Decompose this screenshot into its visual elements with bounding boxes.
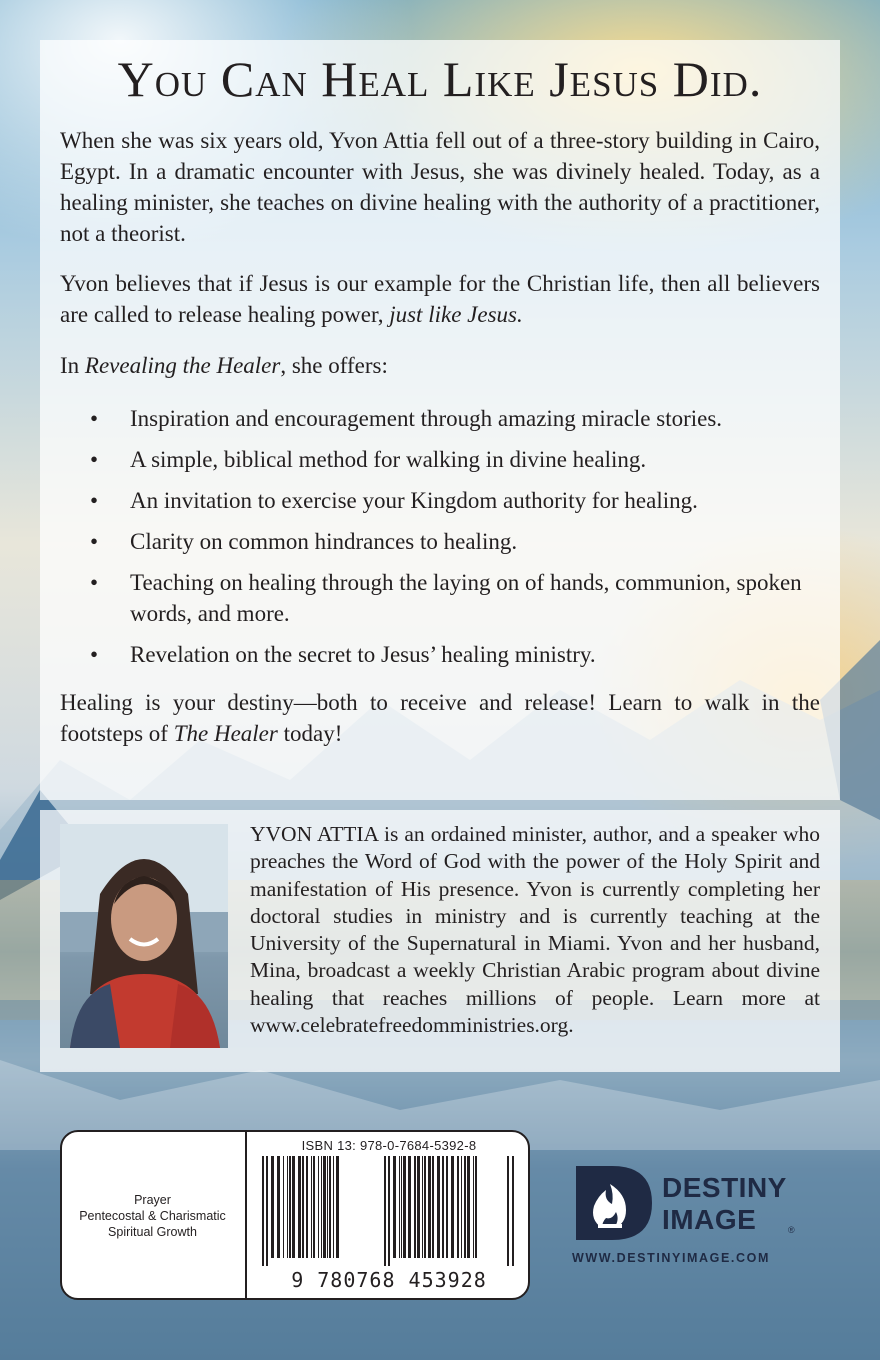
closing-emphasis: The Healer: [173, 721, 278, 746]
bullet-icon: •: [90, 447, 99, 472]
list-item: [60, 444, 820, 475]
publisher-name-line2: IMAGE: [662, 1204, 757, 1235]
offers-intro-prefix: In: [60, 353, 85, 378]
list-item-text: A simple, biblical method for walking in divine healing.: [130, 447, 647, 472]
closing-paragraph: [60, 687, 820, 749]
bullet-icon: •: [90, 406, 99, 431]
author-photo: [60, 824, 228, 1048]
list-item: [60, 526, 820, 557]
category-item: Prayer: [134, 1193, 171, 1207]
offers-intro-suffix: , she offers:: [280, 353, 388, 378]
category-item: Spiritual Growth: [108, 1225, 197, 1239]
list-item-text: Revelation on the secret to Jesus’ healing ministry.: [130, 642, 596, 667]
list-item-text: An invitation to exercise your Kingdom authority for healing.: [130, 488, 698, 513]
list-item-text: Teaching on healing through the laying on of hands, communion, spoken words, and more.: [130, 570, 802, 626]
isbn-label: ISBN 13: 978-0-7684-5392-8: [301, 1138, 477, 1153]
list-item: [60, 639, 820, 670]
author-name: YVON ATTIA: [250, 822, 378, 846]
list-item: [60, 403, 820, 434]
barcode-icon: [262, 1156, 516, 1266]
box-divider: [245, 1130, 247, 1300]
author-portrait-illustration: [60, 824, 228, 1048]
destiny-image-logo-icon: [572, 1164, 654, 1242]
headline: You Can Heal Like Jesus Did.: [117, 51, 763, 107]
offers-intro: [60, 350, 820, 381]
author-bio-text: is an ordained minister, author, and a speaker who preaches the Word of God with the power of the Holy Spirit and manifestation of His presence. Yvon is currently completing her doctoral studies in ministry and is currently teaching at the University of the Supernatural in Miami. Yvon and her husband, Mina, broadcast a weekly Christian Arabic program about divine healing that reaches millions of people. Learn more at www.celebratefreedomministries.org.: [250, 822, 820, 1038]
publisher-name: [662, 1172, 822, 1236]
category-item: Pentecostal & Charismatic: [79, 1209, 226, 1223]
publisher-name-line1: DESTINY: [662, 1172, 787, 1203]
author-bio: [250, 821, 820, 1039]
bullet-icon: •: [90, 642, 99, 667]
list-item: [60, 485, 820, 516]
bullet-icon: •: [90, 488, 99, 513]
bullet-icon: •: [90, 570, 99, 595]
intro-paragraph: When she was six years old, Yvon Attia fell out of a three-story building in Cairo, Egypt. In a dramatic encounter with Jesus, she was divinely healed. Today, as a healing minister, she teaches on divine healing with the authority of a practitioner, not a theorist.: [60, 128, 820, 246]
registered-mark: ®: [788, 1225, 795, 1235]
offers-list: [60, 403, 820, 680]
closing-text: Healing is your destiny—both to receive and release! Learn to walk in the footsteps of: [60, 690, 820, 746]
category-list: [60, 1192, 245, 1240]
belief-emphasis: just like Jesus.: [389, 302, 523, 327]
list-item: [60, 567, 820, 629]
belief-text: Yvon believes that if Jesus is our example for the Christian life, then all believers are called to release healing power,: [60, 271, 820, 327]
publisher-website: WWW.DESTINYIMAGE.COM: [572, 1251, 770, 1265]
barcode-digits: 9 780768 453928: [291, 1268, 487, 1292]
book-title: Revealing the Healer: [84, 353, 281, 378]
closing-suffix: today!: [277, 721, 343, 746]
bullet-icon: •: [90, 529, 99, 554]
belief-paragraph: [60, 268, 820, 330]
list-item-text: Inspiration and encouragement through amazing miracle stories.: [130, 406, 723, 431]
list-item-text: Clarity on common hindrances to healing.: [130, 529, 518, 554]
